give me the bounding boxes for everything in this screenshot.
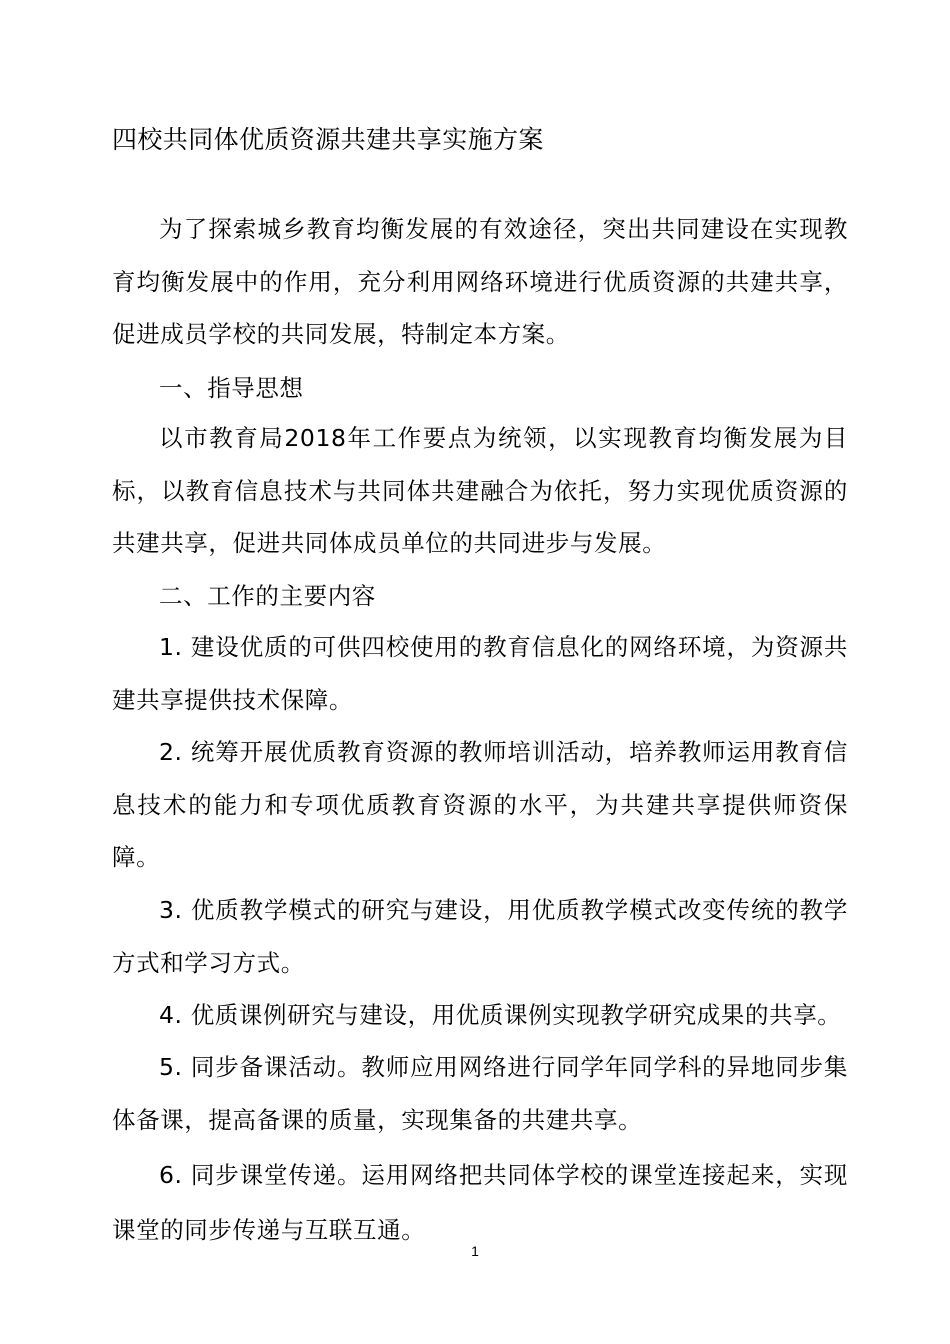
document-title: 四校共同体优质资源共建共享实施方案 [112, 125, 544, 154]
page-number: 1 [471, 1243, 479, 1259]
list-item: 2. 统筹开展优质教育资源的教师培训活动，培养教师运用教育信息技术的能力和专项优质教育资源的水平，为共建共享提供师资保障。 [112, 738, 848, 871]
list-item: 4. 优质课例研究与建设，用优质课例实现教学研究成果的共享。 [159, 1001, 842, 1029]
list-item: 6. 同步课堂传递。运用网络把共同体学校的课堂连接起来，实现课堂的同步传递与互联互通。 [112, 1161, 848, 1244]
intro-paragraph: 为了探索城乡教育均衡发展的有效途径，突出共同建设在实现教育均衡发展中的作用，充分利用网络环境进行优质资源的共建共享，促进成员学校的共同发展，特制定本方案。 [112, 215, 848, 348]
list-item: 5. 同步备课活动。教师应用网络进行同学年同学科的异地同步集体备课，提高备课的质量，实现集备的共建共享。 [112, 1053, 848, 1134]
section-heading-main-content: 二、工作的主要内容 [159, 582, 376, 610]
list-item: 1. 建设优质的可供四校使用的教育信息化的网络环境，为资源共建共享提供技术保障。 [112, 633, 848, 714]
guiding-ideology-paragraph: 以市教育局2018年工作要点为统领，以实现教育均衡发展为目标，以教育信息技术与共同体共建融合为依托，努力实现优质资源的共建共享，促进共同体成员单位的共同进步与发展。 [112, 424, 848, 557]
section-heading-guiding-ideology: 一、指导思想 [159, 374, 304, 402]
list-item: 3. 优质教学模式的研究与建设，用优质教学模式改变传统的教学方式和学习方式。 [112, 896, 848, 977]
